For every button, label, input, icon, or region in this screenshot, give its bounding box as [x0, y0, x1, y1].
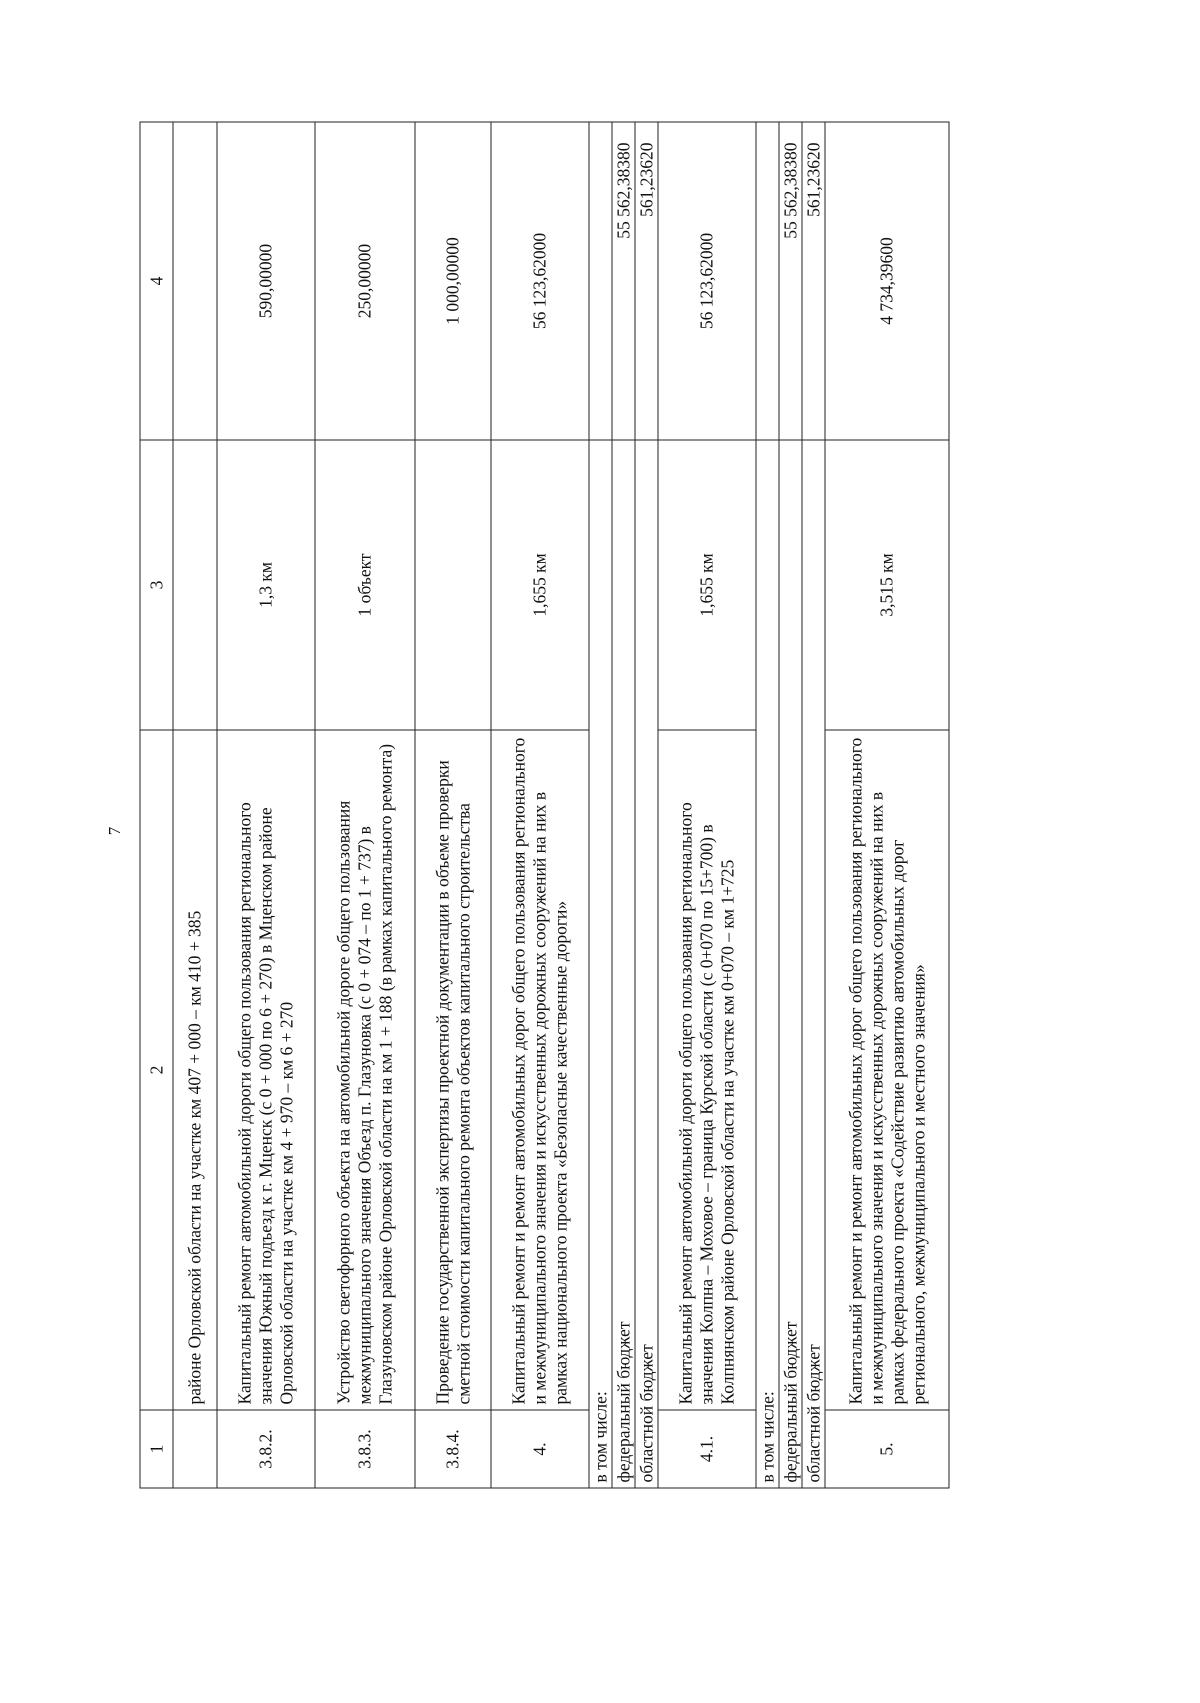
row-amount: 4 734,39600	[825, 122, 949, 440]
row-number: 5.	[825, 1410, 949, 1488]
program-table	[140, 122, 950, 1489]
row-number: 3.8.4.	[415, 1410, 491, 1488]
subtotal-amount: 561,23620	[802, 122, 825, 440]
row-description: Капитальный ремонт и ремонт автомобильных дорог общего пользования регионального и межмуниципального значения и искусственных дорожных сооружений на них в рамках национального проекта «Безопасные качественные дороги»	[491, 730, 589, 1410]
subtotal-amount	[756, 122, 779, 440]
table-row	[173, 122, 217, 1488]
row-description: Капитальный ремонт автомобильной дороги общего пользования регионального значения Колпна – Моховое – граница Курской области (с 0+070 по 15+700) в Колпнянском районе Орловской области на участке км 0+070 – км 1+725	[658, 730, 756, 1410]
row-description: Проведение государственной экспертизы проектной документации в объеме проверки сметной стоимости капитального ремонта объектов капитального строительства	[415, 730, 491, 1410]
subtotal-amount: 55 562,38380	[612, 122, 635, 440]
row-number: 4.	[491, 1410, 589, 1488]
row-description: Устройство светофорного объекта на автомобильной дороге общего пользования межмуниципального значения Объезд п. Глазуновка (с 0 + 074 – по 1 + 737) в Глазуновском районе Орловской области на км 1 + 188 (в рамках капитального ремонта)	[315, 730, 415, 1410]
row-description: Капитальный ремонт автомобильной дороги общего пользования регионального значения Южный подъезд к г. Мценск (с 0 + 000 по 6 + 270) в Мценском районе Орловской области на участке км 4 + 970 – км 6 + 270	[217, 730, 315, 1410]
header-col-3: 3	[140, 440, 173, 730]
header-col-1: 1	[140, 1410, 173, 1488]
subtotal-label: федеральный бюджет	[612, 440, 635, 1488]
table-row	[491, 122, 589, 1488]
row-description: Капитальный ремонт и ремонт автомобильных дорог общего пользования регионального и межмуниципального значения и искусственных дорожных сооружений на них в рамках федерального проекта «Содействие развитию автомобильных дорог регионального, межмуниципального и местного значения»	[825, 730, 949, 1410]
subtotal-label: областной бюджет	[635, 440, 658, 1488]
subtotal-amount: 561,23620	[635, 122, 658, 440]
row-number: 3.8.3.	[315, 1410, 415, 1488]
row-quantity: 3,515 км	[825, 440, 949, 730]
row-amount: 56 123,62000	[658, 122, 756, 440]
subtotal-amount: 55 562,38380	[779, 122, 802, 440]
row-amount: 56 123,62000	[491, 122, 589, 440]
table-row	[415, 122, 491, 1488]
row-quantity: 1,655 км	[491, 440, 589, 730]
header-col-2: 2	[140, 730, 173, 1410]
subtotal-row	[612, 122, 635, 1488]
row-number: 4.1.	[658, 1410, 756, 1488]
row-amount	[173, 122, 217, 440]
row-description: районе Орловской области на участке км 407 + 000 – км 410 + 385	[173, 730, 217, 1410]
table-row	[658, 122, 756, 1488]
subtotal-row	[802, 122, 825, 1488]
row-quantity: 1,655 км	[658, 440, 756, 730]
row-amount: 250,00000	[315, 122, 415, 440]
row-quantity: 1,3 км	[217, 440, 315, 730]
subtotal-row	[756, 122, 779, 1488]
row-quantity	[173, 440, 217, 730]
table-row	[825, 122, 949, 1488]
subtotal-label: в том числе:	[589, 440, 612, 1488]
row-amount: 590,00000	[217, 122, 315, 440]
table-header-row	[140, 122, 173, 1488]
table-row	[217, 122, 315, 1488]
table-row	[315, 122, 415, 1488]
subtotal-row	[589, 122, 612, 1488]
subtotal-amount	[589, 122, 612, 440]
subtotal-label: в том числе:	[756, 440, 779, 1488]
table-container	[140, 123, 1097, 1489]
subtotal-row	[779, 122, 802, 1488]
row-number	[173, 1410, 217, 1488]
row-quantity: 1 объект	[315, 440, 415, 730]
row-amount: 1 000,00000	[415, 122, 491, 440]
row-number: 3.8.2.	[217, 1410, 315, 1488]
page-number: 7	[105, 826, 124, 836]
subtotal-label: федеральный бюджет	[779, 440, 802, 1488]
row-quantity	[415, 440, 491, 730]
header-col-4: 4	[140, 122, 173, 440]
subtotal-row	[635, 122, 658, 1488]
subtotal-label: областной бюджет	[802, 440, 825, 1488]
